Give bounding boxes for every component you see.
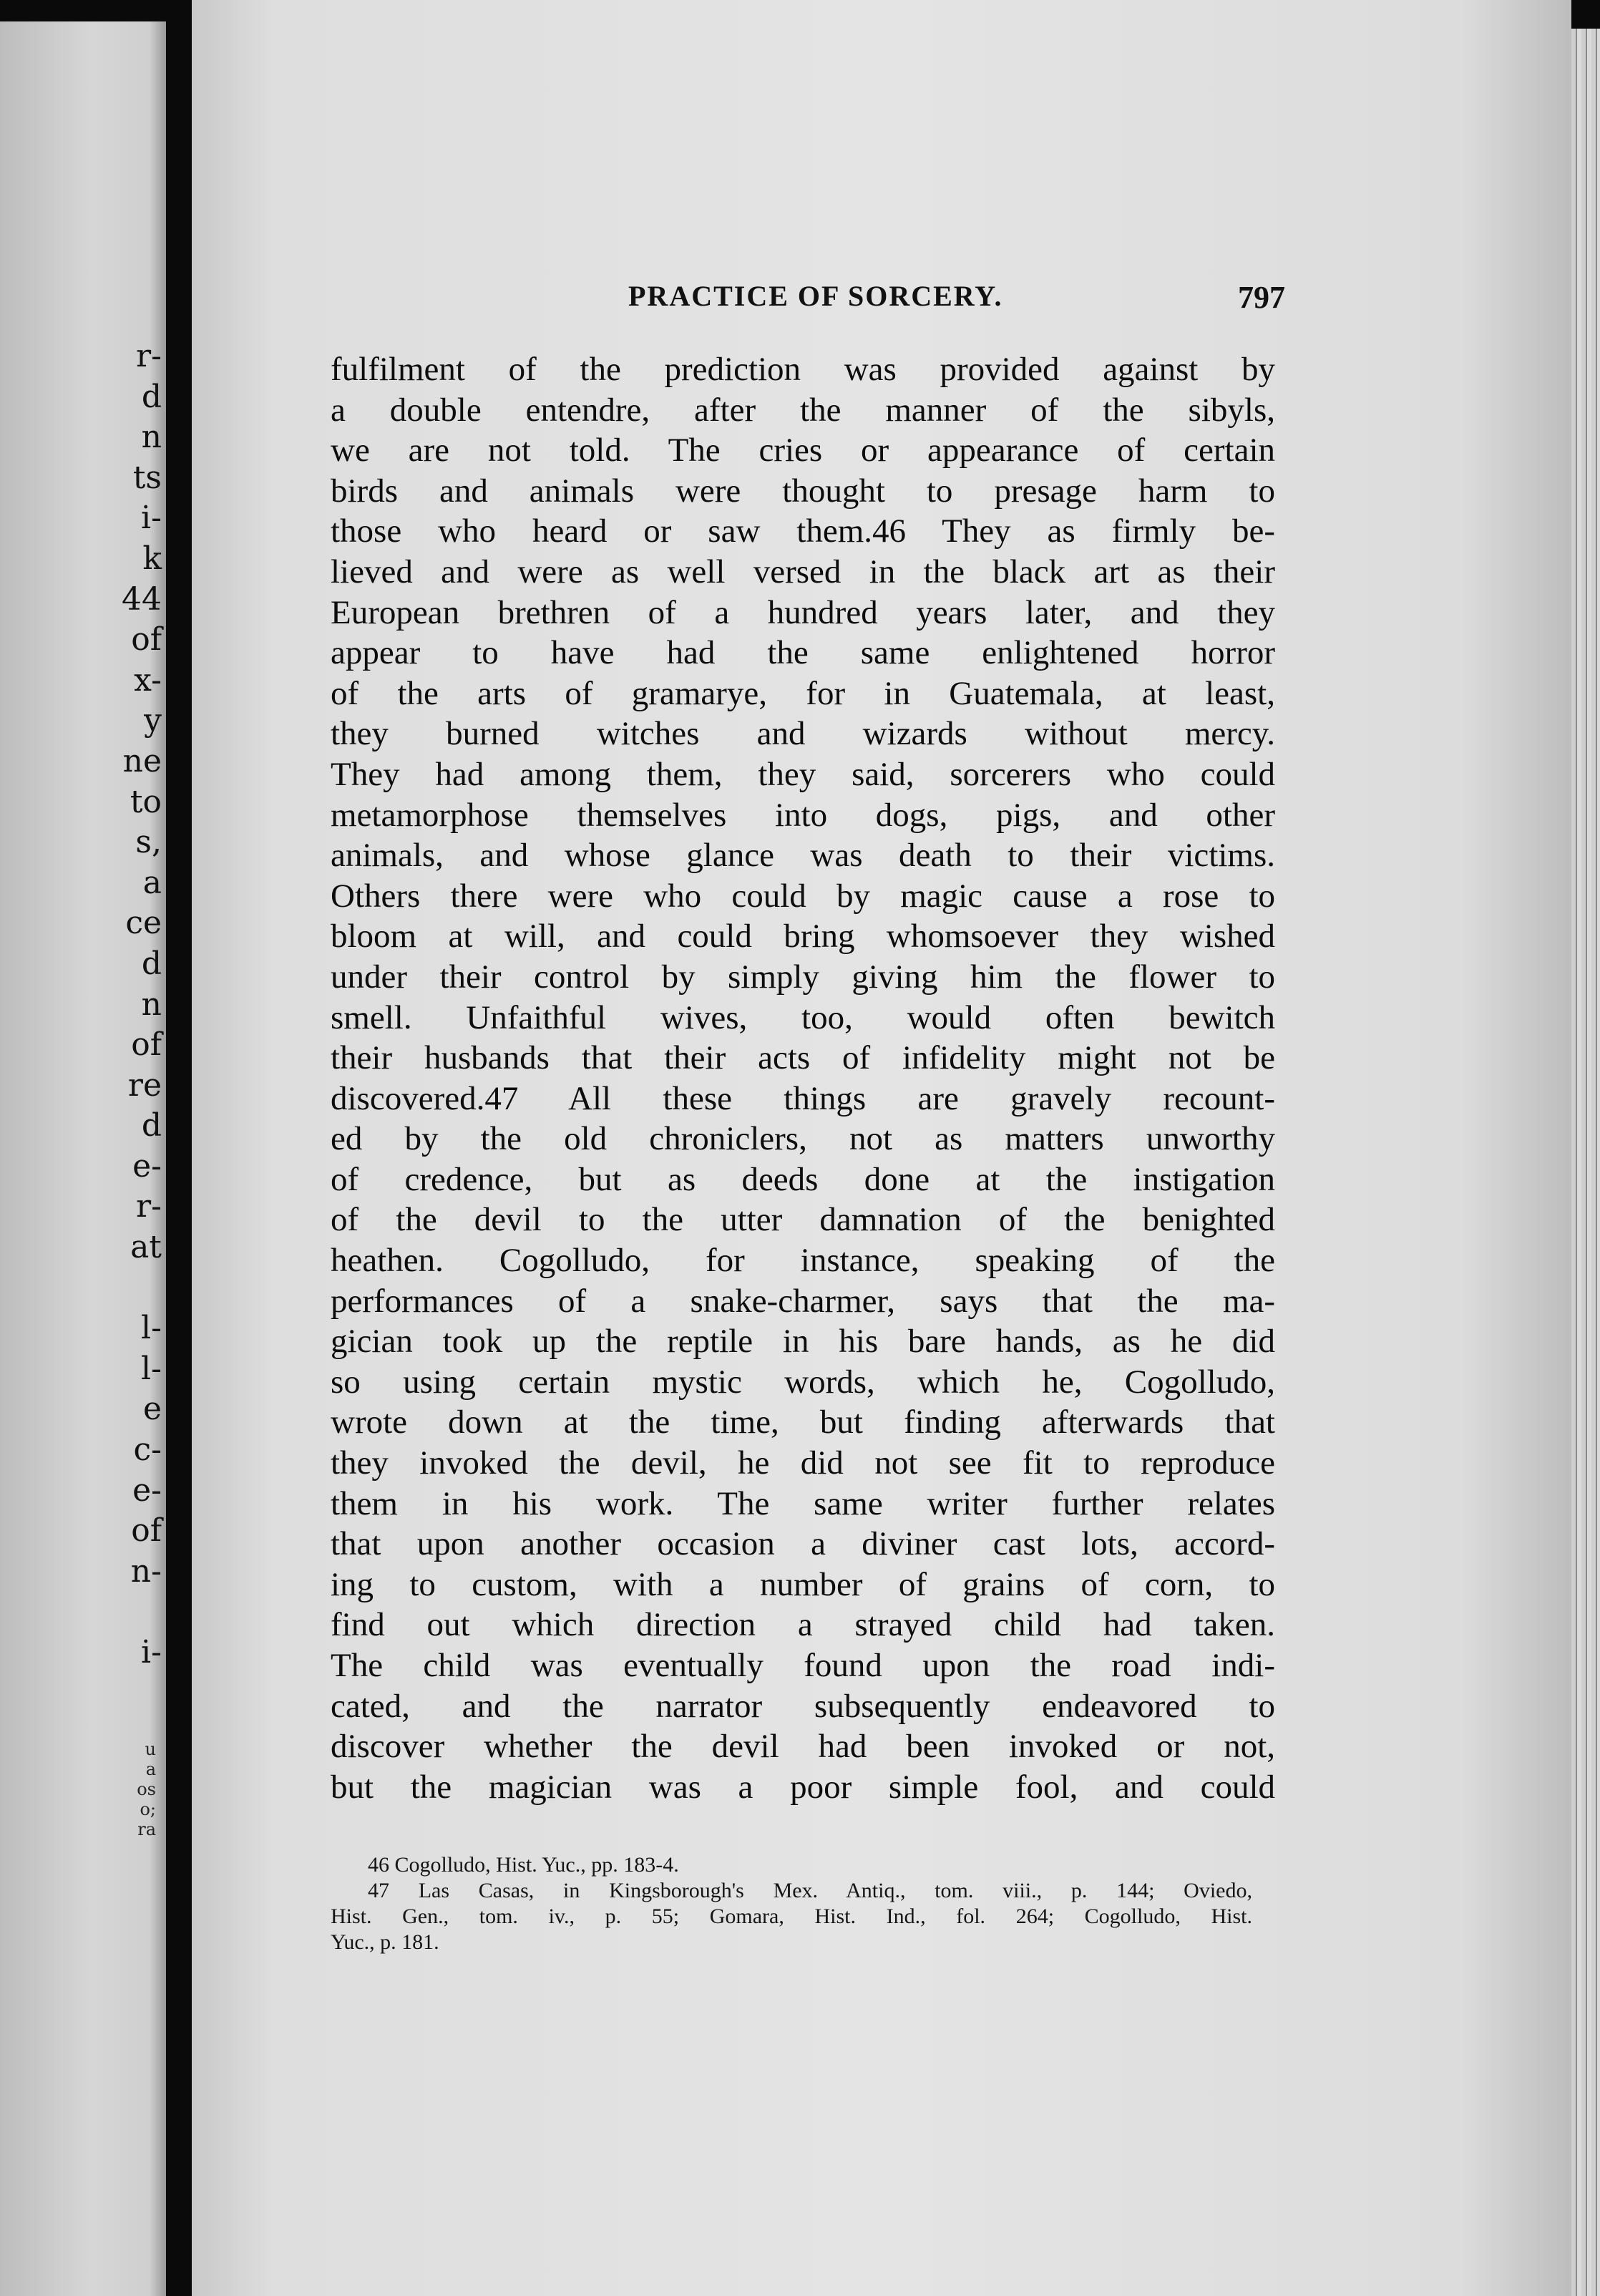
previous-page-fragment: i-	[141, 1634, 162, 1670]
previous-page-footnote-fragment: os	[137, 1779, 156, 1799]
body-line: under their control by simply giving him the flower to	[331, 958, 1275, 996]
body-line: Others there were who could by magic cause a rose to	[331, 877, 1275, 915]
body-line: metamorphose themselves into dogs, pigs, and other	[331, 796, 1275, 834]
previous-page-strip	[0, 21, 166, 2296]
body-line: The child was eventually found upon the road indi-	[331, 1647, 1275, 1684]
body-line: birds and animals were thought to presage harm to	[331, 472, 1275, 510]
body-line: They had among them, they said, sorcerers who could	[331, 755, 1275, 793]
body-line: animals, and whose glance was death to their victims.	[331, 837, 1275, 875]
previous-page-fragment: s,	[135, 824, 162, 861]
body-line: a double entendre, after the manner of the sibyls,	[331, 391, 1275, 429]
previous-page-fragment: k	[142, 540, 162, 577]
body-line: appear to have had the same enlightened horror	[331, 634, 1275, 672]
footnotes	[331, 1852, 1252, 1955]
previous-page-fragment	[97, 1592, 162, 1633]
previous-page-fragment: r-	[136, 1188, 162, 1225]
body-line: their husbands that their acts of infidelity might not be	[331, 1039, 1275, 1077]
previous-page-fragment: y	[144, 702, 162, 739]
footnote-line: 47 Las Casas, in Kingsborough's Mex. Antiq., tom. viii., p. 144; Oviedo,	[368, 1879, 1252, 1902]
body-line: European brethren of a hundred years later, and they	[331, 593, 1275, 631]
previous-page-fragment: c-	[133, 1431, 162, 1469]
body-line: they invoked the devil, he did not see fit to reproduce	[331, 1444, 1275, 1482]
body-line: so using certain mystic words, which he, Cogolludo,	[331, 1363, 1275, 1401]
body-line: of the arts of gramarye, for in Guatemala, at least,	[331, 674, 1275, 712]
body-line: smell. Unfaithful wives, too, would often bewitch	[331, 998, 1275, 1036]
previous-page-footnote-fragment: ra	[137, 1819, 156, 1839]
previous-page-fragment: a	[142, 864, 162, 901]
footnote-line: 46 Cogolludo, Hist. Yuc., pp. 183-4.	[368, 1853, 679, 1877]
body-line: ed by the old chroniclers, not as matters unworthy	[331, 1120, 1275, 1158]
previous-page-fragment: l-	[141, 1310, 162, 1347]
running-head: PRACTICE OF SORCERY.	[628, 280, 1003, 312]
previous-page-fragment: d	[141, 1107, 162, 1144]
previous-page-footnote-fragment: o;	[140, 1799, 156, 1819]
previous-page-fragment: l-	[141, 1350, 162, 1387]
body-line: of the devil to the utter damnation of the benighted	[331, 1201, 1275, 1239]
previous-page-fragment: e-	[132, 1147, 162, 1185]
previous-page-fragment: n	[141, 986, 162, 1023]
previous-page-fragment: at	[130, 1229, 162, 1266]
body-line: those who heard or saw them.46 They as firmly be-	[331, 512, 1275, 550]
previous-page-fragment: of	[131, 621, 162, 658]
previous-page-fragment: re	[127, 1066, 162, 1104]
page-number: 797	[1238, 280, 1285, 315]
body-line: discover whether the devil had been invoked or not,	[331, 1728, 1275, 1766]
previous-page-footnote-fragment: u	[145, 1739, 156, 1759]
previous-page-fragment: n	[141, 419, 162, 456]
body-line: discovered.47 All these things are gravely recount-	[331, 1079, 1275, 1117]
previous-page-fragment: i-	[141, 500, 162, 537]
footnote-line: Yuc., p. 181.	[331, 1930, 439, 1954]
body-text	[331, 349, 1275, 1807]
previous-page-fragment: ce	[125, 905, 162, 942]
body-line: heathen. Cogolludo, for instance, speaking of the	[331, 1242, 1275, 1280]
previous-page-fragment: of	[131, 1026, 162, 1064]
previous-page-footnote-fragment: a	[145, 1759, 156, 1779]
previous-page-fragment: of	[131, 1512, 162, 1550]
previous-page-fragment	[97, 1268, 162, 1309]
previous-page-fragment: r-	[136, 338, 162, 374]
body-line: them in his work. The same writer further relates	[331, 1484, 1275, 1522]
previous-page-fragment: ne	[122, 742, 162, 779]
body-line: lieved and were as well versed in the black art as their	[331, 553, 1275, 590]
body-line: wrote down at the time, but finding afterwards that	[331, 1404, 1275, 1441]
previous-page-fragment: e	[142, 1391, 162, 1428]
body-line: that upon another occasion a diviner cast lots, accord-	[331, 1525, 1275, 1563]
body-line: gician took up the reptile in his bare hands, as he did	[331, 1323, 1275, 1361]
body-line: but the magician was a poor simple fool, and could	[331, 1768, 1275, 1806]
previous-page-fragment: 44	[122, 580, 162, 618]
body-line: performances of a snake-charmer, says that the ma-	[331, 1282, 1275, 1320]
body-line: they burned witches and wizards without mercy.	[331, 715, 1275, 753]
previous-page-fragment: to	[130, 783, 162, 820]
page-stack-edge	[1571, 29, 1600, 2296]
previous-page-fragment: ts	[132, 459, 162, 496]
previous-page-fragment: d	[141, 945, 162, 982]
previous-page-fragment: e-	[132, 1472, 162, 1509]
body-line: we are not told. The cries or appearance of certain	[331, 432, 1275, 470]
body-line: of credence, but as deeds done at the instigation	[331, 1160, 1275, 1198]
body-line: find out which direction a strayed child had taken.	[331, 1606, 1275, 1644]
body-line: cated, and the narrator subsequently endeavored to	[331, 1687, 1275, 1725]
previous-page-line-endings	[97, 336, 162, 1673]
body-line: bloom at will, and could bring whomsoever they wished	[331, 918, 1275, 955]
body-line: ing to custom, with a number of grains of corn, to	[331, 1565, 1275, 1603]
previous-page-footnote-endings	[113, 1739, 156, 1839]
page-header	[435, 279, 1285, 322]
previous-page-fragment: x-	[134, 661, 162, 699]
previous-page-fragment: d	[141, 378, 162, 415]
footnote-line: Hist. Gen., tom. iv., p. 55; Gomara, Hist. Ind., fol. 264; Cogolludo, Hist.	[331, 1905, 1252, 1928]
body-line: fulfilment of the prediction was provided against by	[331, 351, 1275, 388]
previous-page-fragment: n-	[130, 1552, 162, 1590]
